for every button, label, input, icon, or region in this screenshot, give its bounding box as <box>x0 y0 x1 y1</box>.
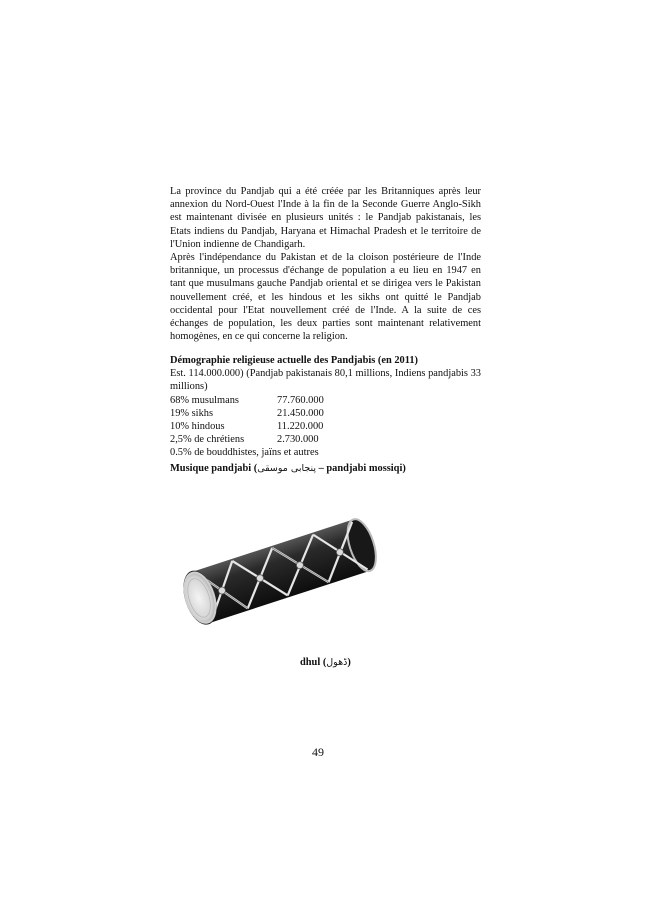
music-heading-arabic: پنجابی موسقی <box>257 463 317 474</box>
stat-label: 19% sikhs <box>170 407 214 419</box>
stat-row <box>170 420 481 433</box>
stat-value: 2.730.000 <box>277 434 319 446</box>
stat-row <box>170 407 481 420</box>
stat-value: 11.220.000 <box>277 421 324 433</box>
stat-row <box>170 433 481 446</box>
music-heading-end: – pandjabi mossiqi) <box>316 463 406 474</box>
stat-value: 21.450.000 <box>277 407 324 419</box>
caption-end: ) <box>347 657 351 668</box>
music-heading <box>170 462 481 475</box>
stat-label: 68% musulmans <box>170 394 239 406</box>
intro-paragraph-1: La province du Pandjab qui a été créée par les Britanniques après leur annexion du Nord-Ouest l'Inde à la fin de la Seconde Guerre Anglo-Sikh est maintenant divisée en plusieurs unités : le Pandjab pakistanais, les Etats indiens du Pandjab, Haryana et Himachal Pradesh et le territoire de l'Union indienne de Chandigarh. <box>170 186 481 250</box>
dhol-drum-illustration <box>168 497 390 647</box>
demographics-estimate: Est. 114.000.000) (Pandjab pakistanais 80,1 millions, Indiens pandjabis 33 millions) <box>170 368 481 393</box>
caption-start: dhul ( <box>300 657 327 668</box>
stat-label: 10% hindous <box>170 421 225 433</box>
intro-section <box>170 185 481 343</box>
demographics-heading: Démographie religieuse actuelle des Pandjabis (en 2011) <box>170 355 419 366</box>
stat-label: 2,5% de chrétiens <box>170 434 245 446</box>
stat-value: 77.760.000 <box>277 394 324 406</box>
intro-paragraph-2: Après l'indépendance du Pakistan et de la cloison postérieure de l'Inde britannique, un processus d'échange de population a eu lieu en 1947 en tant que musulmans gauche Pandjab oriental et se dirigea vers le Pakistan nouvellement créé, et les hindous et les sikhs ont quitté le Pandjab occidental pour l'Etat nouvellement créé de l'Inde. A la suite de ces échanges de population, les deux parties sont maintenant relativement homogènes, en ce qui concerne la religion. <box>170 252 481 343</box>
stat-row <box>170 394 481 407</box>
demographics-footer: 0.5% de bouddhistes, jaïns et autres <box>170 447 319 459</box>
figure-caption <box>300 657 351 668</box>
caption-arabic: ڈھول <box>326 657 348 668</box>
music-heading-start: Musique pandjabi ( <box>170 463 258 474</box>
page-number: 49 <box>312 745 324 759</box>
demographics-section <box>170 354 481 460</box>
